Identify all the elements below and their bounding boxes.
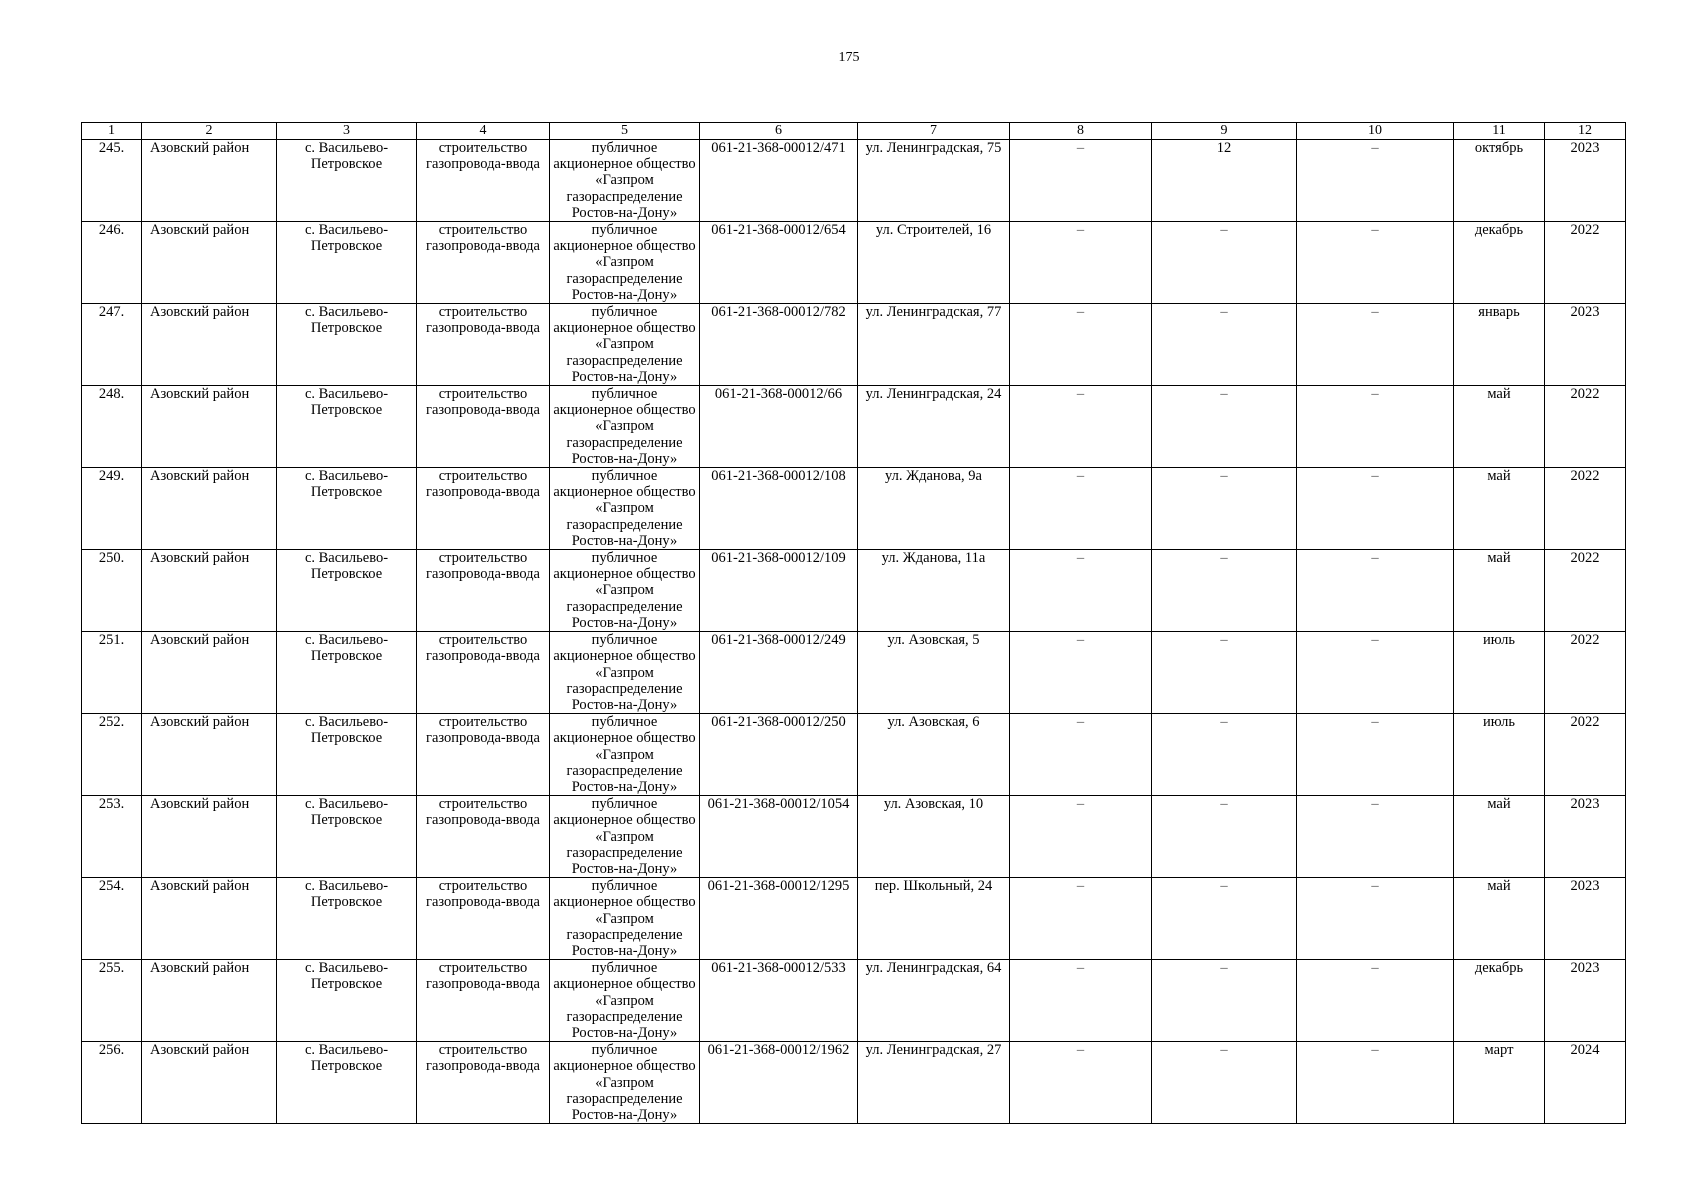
code-cell: 061-21-368-00012/782 <box>700 304 858 386</box>
code-cell: 061-21-368-00012/250 <box>700 714 858 796</box>
work-type-cell: строительство газопровода-ввода <box>417 960 550 1042</box>
code-cell: 061-21-368-00012/471 <box>700 140 858 222</box>
header-row <box>82 123 1626 140</box>
col10-cell: – <box>1297 550 1454 632</box>
col9-cell: – <box>1152 960 1297 1042</box>
year-cell: 2024 <box>1545 1042 1626 1124</box>
year-cell: 2023 <box>1545 796 1626 878</box>
col9-cell: – <box>1152 1042 1297 1124</box>
col8-cell: – <box>1010 632 1152 714</box>
settlement-cell: с. Васильево-Петровское <box>277 714 417 796</box>
settlement-cell: с. Васильево-Петровское <box>277 386 417 468</box>
year-cell: 2023 <box>1545 878 1626 960</box>
col8-cell: – <box>1010 796 1152 878</box>
row-number: 247. <box>82 304 142 386</box>
col9-cell: – <box>1152 714 1297 796</box>
row-number: 256. <box>82 1042 142 1124</box>
year-cell: 2022 <box>1545 714 1626 796</box>
col8-cell: – <box>1010 304 1152 386</box>
row-number: 251. <box>82 632 142 714</box>
col9-cell: – <box>1152 304 1297 386</box>
col10-cell: – <box>1297 714 1454 796</box>
row-number: 252. <box>82 714 142 796</box>
row-number: 255. <box>82 960 142 1042</box>
district-cell: Азовский район <box>142 550 277 632</box>
header-cell: 7 <box>858 123 1010 140</box>
month-cell: январь <box>1454 304 1545 386</box>
header-cell: 9 <box>1152 123 1297 140</box>
col10-cell: – <box>1297 1042 1454 1124</box>
district-cell: Азовский район <box>142 468 277 550</box>
settlement-cell: с. Васильево-Петровское <box>277 468 417 550</box>
col10-cell: – <box>1297 878 1454 960</box>
table-row <box>82 304 1626 386</box>
col10-cell: – <box>1297 140 1454 222</box>
settlement-cell: с. Васильево-Петровское <box>277 878 417 960</box>
district-cell: Азовский район <box>142 632 277 714</box>
settlement-cell: с. Васильево-Петровское <box>277 222 417 304</box>
settlement-cell: с. Васильево-Петровское <box>277 140 417 222</box>
address-cell: пер. Школьный, 24 <box>858 878 1010 960</box>
organization-cell: публичное акционерное общество «Газпром газораспределение Ростов-на-Дону» <box>550 632 700 714</box>
work-type-cell: строительство газопровода-ввода <box>417 222 550 304</box>
row-number: 245. <box>82 140 142 222</box>
code-cell: 061-21-368-00012/249 <box>700 632 858 714</box>
month-cell: июль <box>1454 714 1545 796</box>
col9-cell: – <box>1152 222 1297 304</box>
address-cell: ул. Ленинградская, 77 <box>858 304 1010 386</box>
row-number: 249. <box>82 468 142 550</box>
row-number: 246. <box>82 222 142 304</box>
data-table <box>81 122 1626 1124</box>
header-cell: 11 <box>1454 123 1545 140</box>
month-cell: май <box>1454 550 1545 632</box>
work-type-cell: строительство газопровода-ввода <box>417 1042 550 1124</box>
year-cell: 2022 <box>1545 386 1626 468</box>
address-cell: ул. Ленинградская, 75 <box>858 140 1010 222</box>
col9-cell: – <box>1152 386 1297 468</box>
organization-cell: публичное акционерное общество «Газпром газораспределение Ростов-на-Дону» <box>550 796 700 878</box>
address-cell: ул. Строителей, 16 <box>858 222 1010 304</box>
month-cell: май <box>1454 468 1545 550</box>
district-cell: Азовский район <box>142 714 277 796</box>
col10-cell: – <box>1297 222 1454 304</box>
address-cell: ул. Жданова, 11а <box>858 550 1010 632</box>
month-cell: декабрь <box>1454 222 1545 304</box>
organization-cell: публичное акционерное общество «Газпром газораспределение Ростов-на-Дону» <box>550 1042 700 1124</box>
header-cell: 6 <box>700 123 858 140</box>
code-cell: 061-21-368-00012/66 <box>700 386 858 468</box>
table-row <box>82 386 1626 468</box>
col8-cell: – <box>1010 960 1152 1042</box>
work-type-cell: строительство газопровода-ввода <box>417 304 550 386</box>
table-row <box>82 222 1626 304</box>
year-cell: 2023 <box>1545 304 1626 386</box>
settlement-cell: с. Васильево-Петровское <box>277 1042 417 1124</box>
district-cell: Азовский район <box>142 140 277 222</box>
code-cell: 061-21-368-00012/1054 <box>700 796 858 878</box>
col9-cell: – <box>1152 878 1297 960</box>
settlement-cell: с. Васильево-Петровское <box>277 304 417 386</box>
district-cell: Азовский район <box>142 878 277 960</box>
district-cell: Азовский район <box>142 960 277 1042</box>
col10-cell: – <box>1297 468 1454 550</box>
district-cell: Азовский район <box>142 796 277 878</box>
organization-cell: публичное акционерное общество «Газпром газораспределение Ростов-на-Дону» <box>550 878 700 960</box>
address-cell: ул. Азовская, 5 <box>858 632 1010 714</box>
address-cell: ул. Ленинградская, 64 <box>858 960 1010 1042</box>
address-cell: ул. Ленинградская, 27 <box>858 1042 1010 1124</box>
organization-cell: публичное акционерное общество «Газпром газораспределение Ростов-на-Дону» <box>550 140 700 222</box>
col10-cell: – <box>1297 632 1454 714</box>
table-row <box>82 632 1626 714</box>
address-cell: ул. Жданова, 9а <box>858 468 1010 550</box>
district-cell: Азовский район <box>142 304 277 386</box>
table-row <box>82 796 1626 878</box>
code-cell: 061-21-368-00012/1295 <box>700 878 858 960</box>
header-cell: 5 <box>550 123 700 140</box>
col9-cell: – <box>1152 796 1297 878</box>
col10-cell: – <box>1297 796 1454 878</box>
header-cell: 3 <box>277 123 417 140</box>
table-row <box>82 140 1626 222</box>
header-cell: 1 <box>82 123 142 140</box>
address-cell: ул. Азовская, 10 <box>858 796 1010 878</box>
col9-cell: – <box>1152 632 1297 714</box>
header-cell: 2 <box>142 123 277 140</box>
table-row <box>82 1042 1626 1124</box>
district-cell: Азовский район <box>142 386 277 468</box>
code-cell: 061-21-368-00012/109 <box>700 550 858 632</box>
organization-cell: публичное акционерное общество «Газпром газораспределение Ростов-на-Дону» <box>550 386 700 468</box>
col9-cell: – <box>1152 468 1297 550</box>
settlement-cell: с. Васильево-Петровское <box>277 550 417 632</box>
work-type-cell: строительство газопровода-ввода <box>417 386 550 468</box>
table-row <box>82 878 1626 960</box>
year-cell: 2022 <box>1545 550 1626 632</box>
row-number: 250. <box>82 550 142 632</box>
page-number: 175 <box>838 50 860 65</box>
district-cell: Азовский район <box>142 222 277 304</box>
col8-cell: – <box>1010 222 1152 304</box>
row-number: 248. <box>82 386 142 468</box>
code-cell: 061-21-368-00012/108 <box>700 468 858 550</box>
settlement-cell: с. Васильево-Петровское <box>277 632 417 714</box>
organization-cell: публичное акционерное общество «Газпром газораспределение Ростов-на-Дону» <box>550 304 700 386</box>
work-type-cell: строительство газопровода-ввода <box>417 714 550 796</box>
row-number: 253. <box>82 796 142 878</box>
month-cell: май <box>1454 386 1545 468</box>
organization-cell: публичное акционерное общество «Газпром газораспределение Ростов-на-Дону» <box>550 960 700 1042</box>
col8-cell: – <box>1010 140 1152 222</box>
year-cell: 2022 <box>1545 468 1626 550</box>
work-type-cell: строительство газопровода-ввода <box>417 140 550 222</box>
header-cell: 12 <box>1545 123 1626 140</box>
organization-cell: публичное акционерное общество «Газпром газораспределение Ростов-на-Дону» <box>550 550 700 632</box>
organization-cell: публичное акционерное общество «Газпром газораспределение Ростов-на-Дону» <box>550 468 700 550</box>
table-body <box>82 140 1626 1124</box>
month-cell: июль <box>1454 632 1545 714</box>
month-cell: май <box>1454 796 1545 878</box>
year-cell: 2023 <box>1545 140 1626 222</box>
district-cell: Азовский район <box>142 1042 277 1124</box>
code-cell: 061-21-368-00012/1962 <box>700 1042 858 1124</box>
header-cell: 10 <box>1297 123 1454 140</box>
table-row <box>82 468 1626 550</box>
month-cell: май <box>1454 878 1545 960</box>
work-type-cell: строительство газопровода-ввода <box>417 878 550 960</box>
col10-cell: – <box>1297 386 1454 468</box>
work-type-cell: строительство газопровода-ввода <box>417 550 550 632</box>
table-row <box>82 714 1626 796</box>
col8-cell: – <box>1010 878 1152 960</box>
code-cell: 061-21-368-00012/654 <box>700 222 858 304</box>
organization-cell: публичное акционерное общество «Газпром газораспределение Ростов-на-Дону» <box>550 222 700 304</box>
work-type-cell: строительство газопровода-ввода <box>417 796 550 878</box>
work-type-cell: строительство газопровода-ввода <box>417 468 550 550</box>
code-cell: 061-21-368-00012/533 <box>700 960 858 1042</box>
address-cell: ул. Азовская, 6 <box>858 714 1010 796</box>
col10-cell: – <box>1297 304 1454 386</box>
year-cell: 2022 <box>1545 222 1626 304</box>
col9-cell: – <box>1152 550 1297 632</box>
col8-cell: – <box>1010 1042 1152 1124</box>
year-cell: 2023 <box>1545 960 1626 1042</box>
col8-cell: – <box>1010 550 1152 632</box>
month-cell: декабрь <box>1454 960 1545 1042</box>
address-cell: ул. Ленинградская, 24 <box>858 386 1010 468</box>
header-cell: 8 <box>1010 123 1152 140</box>
col9-cell: 12 <box>1152 140 1297 222</box>
settlement-cell: с. Васильево-Петровское <box>277 796 417 878</box>
work-type-cell: строительство газопровода-ввода <box>417 632 550 714</box>
settlement-cell: с. Васильево-Петровское <box>277 960 417 1042</box>
table-row <box>82 550 1626 632</box>
col8-cell: – <box>1010 468 1152 550</box>
row-number: 254. <box>82 878 142 960</box>
organization-cell: публичное акционерное общество «Газпром газораспределение Ростов-на-Дону» <box>550 714 700 796</box>
col8-cell: – <box>1010 386 1152 468</box>
col8-cell: – <box>1010 714 1152 796</box>
year-cell: 2022 <box>1545 632 1626 714</box>
month-cell: октябрь <box>1454 140 1545 222</box>
header-cell: 4 <box>417 123 550 140</box>
table-row <box>82 960 1626 1042</box>
month-cell: март <box>1454 1042 1545 1124</box>
col10-cell: – <box>1297 960 1454 1042</box>
